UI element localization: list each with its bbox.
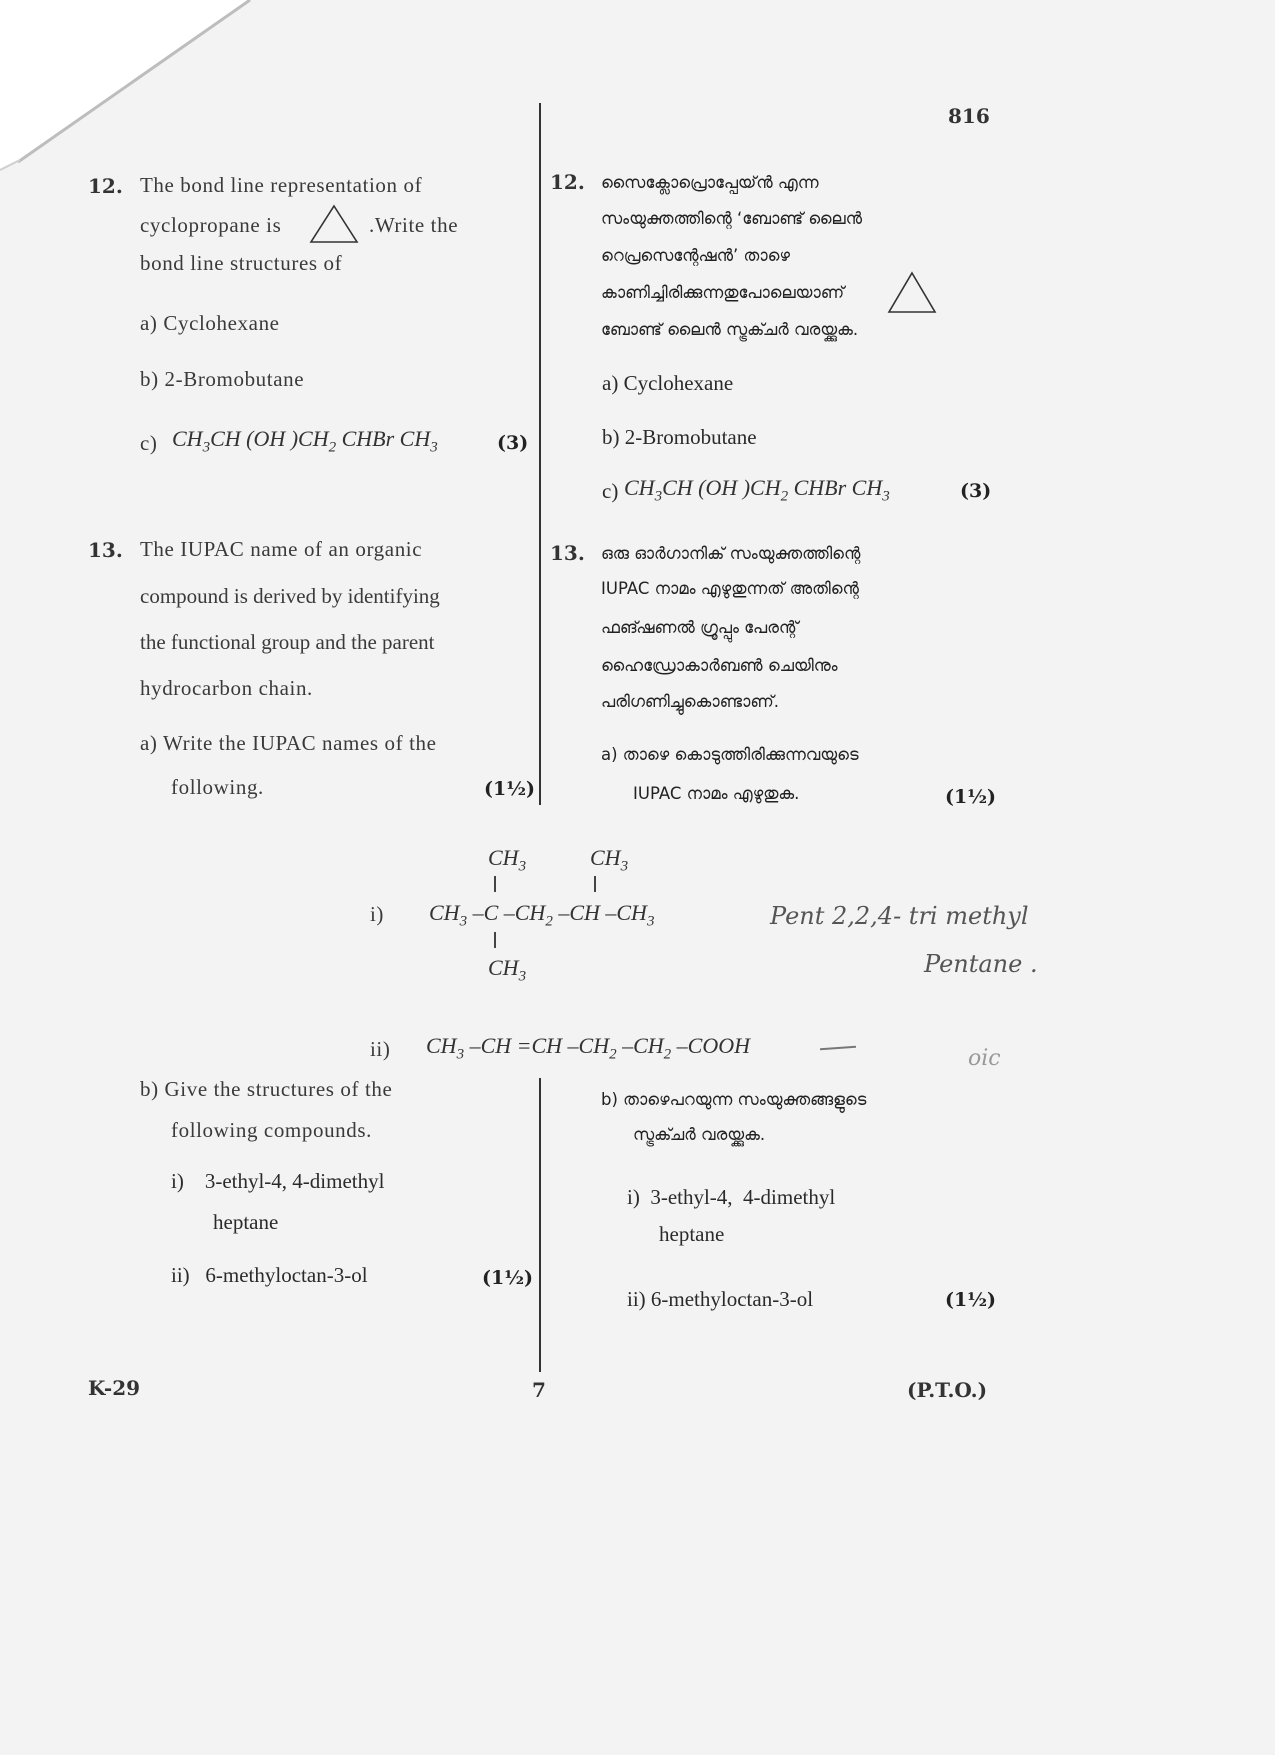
q13-number-en: 13. bbox=[88, 538, 123, 562]
q13-ml-line3: ഫങ്ഷണൽ ഗ്രൂപ്പും പേരന്റ് bbox=[601, 618, 799, 637]
q13-en-line3: the functional group and the parent bbox=[140, 630, 435, 654]
q13-number-ml: 13. bbox=[550, 541, 585, 565]
q13b-ml-marks: (1½) bbox=[945, 1289, 997, 1311]
q13b-en-i1: i) 3-ethyl-4, 4-dimethyl bbox=[171, 1169, 385, 1193]
formula-ii-label: ii) bbox=[370, 1037, 391, 1061]
q13-en-marks-a: (1½) bbox=[484, 778, 536, 800]
footer-page-number: 7 bbox=[532, 1378, 546, 1402]
q13-ml-line1: ഒരു ഓർഗാനിക് സംയുക്തത്തിന്റെ bbox=[601, 544, 861, 563]
page-number: 816 bbox=[948, 104, 990, 128]
q12-en-c-label: c) bbox=[140, 431, 158, 455]
footer-code: K-29 bbox=[88, 1376, 141, 1400]
q13b-en-i2: heptane bbox=[213, 1210, 279, 1234]
q12-en-marks: (3) bbox=[497, 432, 529, 454]
q12-ml-c-formula: $CH_3CH$ (OH )$CH_2$ CHBr $CH_3$ bbox=[624, 475, 890, 505]
column-divider-bottom bbox=[539, 1078, 541, 1372]
q12-en-b: b) 2-Bromobutane bbox=[140, 367, 305, 391]
q12-ml-line5: ബോണ്ട് ലൈൻ സ്ട്രക്ചർ വരയ്ക്കുക. bbox=[601, 320, 859, 339]
handwritten-answer-line2: Pentane . bbox=[924, 950, 1038, 978]
q12-en-line2b: .Write the bbox=[369, 213, 459, 237]
q13b-ml-line2: സ്ട്രക്ചർ വരയ്ക്കുക. bbox=[633, 1125, 766, 1144]
q13-en-line4: hydrocarbon chain. bbox=[140, 676, 313, 700]
footer-pto: (P.T.O.) bbox=[907, 1378, 988, 1402]
handwritten-dash-mark bbox=[820, 1046, 856, 1051]
q13b-ml-i2: heptane bbox=[659, 1222, 725, 1246]
q13-ml-line2: IUPAC നാമം എഴുതുന്നത് അതിന്റെ bbox=[601, 579, 859, 598]
formula-i-bond-top-left bbox=[494, 876, 496, 892]
formula-i-main-chain: $CH_3$ –C $-CH_2$ –CH $-CH_3$ bbox=[429, 900, 655, 930]
q13-ml-line5: പരിഗണിച്ചുകൊണ്ടാണ്. bbox=[601, 692, 779, 711]
q12-ml-c-label: c) bbox=[602, 479, 619, 503]
cyclopropane-triangle-icon bbox=[308, 203, 360, 245]
q13-en-a2: following. bbox=[171, 775, 264, 799]
handwritten-answer-line1: Pent 2,2,4- tri methyl bbox=[770, 902, 1029, 930]
q12-ml-line2: സംയുക്തത്തിന്റെ ‘ബോണ്ട് ലൈൻ bbox=[601, 209, 863, 228]
folded-corner bbox=[0, 0, 260, 200]
handwritten-answer-ii: oic bbox=[968, 1046, 1001, 1071]
formula-i-label: i) bbox=[370, 902, 385, 926]
q12-ml-line4: കാണിച്ചിരിക്കുന്നതുപോലെയാണ് bbox=[601, 283, 845, 302]
q13b-en-ii: ii) 6-methyloctan-3-ol bbox=[171, 1263, 368, 1287]
q12-en-line1: The bond line representation of bbox=[140, 173, 423, 197]
q13-ml-a1: a) താഴെ കൊടുത്തിരിക്കുന്നവയുടെ bbox=[601, 745, 859, 764]
formula-ii-chain: $CH_3$ –CH =CH $-CH_2$ $-CH_2$ –COOH bbox=[426, 1033, 750, 1063]
q12-number-en: 12. bbox=[88, 174, 123, 198]
q12-ml-marks: (3) bbox=[960, 480, 992, 502]
q13b-en-line2: following compounds. bbox=[171, 1118, 372, 1142]
formula-i-top-ch3-right: $CH_3$ bbox=[590, 845, 629, 875]
q13-en-line2: compound is derived by identifying bbox=[140, 584, 440, 608]
formula-i-top-ch3-left: $CH_3$ bbox=[488, 845, 527, 875]
q13b-ml-ii: ii) 6-methyloctan-3-ol bbox=[627, 1287, 814, 1311]
formula-i-bottom-ch3: $CH_3$ bbox=[488, 955, 527, 985]
q12-en-line2a: cyclopropane is bbox=[140, 213, 282, 237]
column-divider-top bbox=[539, 103, 541, 805]
q12-en-c-formula: $CH_3CH$ (OH )$CH_2$ CHBr $CH_3$ bbox=[172, 426, 438, 456]
q12-en-a: a) Cyclohexane bbox=[140, 311, 280, 335]
q12-ml-b: b) 2-Bromobutane bbox=[602, 425, 757, 449]
formula-i-bond-bottom bbox=[494, 932, 496, 948]
formula-i-bond-top-right bbox=[594, 876, 596, 892]
q13-ml-line4: ഹൈഡ്രോകാർബൺ ചെയിനും bbox=[601, 656, 838, 675]
q12-ml-line3: റെപ്രസെന്റേഷൻ’ താഴെ bbox=[601, 246, 790, 265]
q13-ml-a2: IUPAC നാമം എഴുതുക. bbox=[633, 784, 800, 803]
q13b-ml-i1: i) 3-ethyl-4, 4-dimethyl bbox=[627, 1185, 836, 1209]
q12-en-line3: bond line structures of bbox=[140, 251, 343, 275]
q13b-en-line1: b) Give the structures of the bbox=[140, 1077, 393, 1101]
q13-en-a1: a) Write the IUPAC names of the bbox=[140, 731, 437, 755]
q13b-ml-line1: b) താഴെപറയുന്ന സംയുക്തങ്ങളുടെ bbox=[601, 1090, 867, 1109]
q12-ml-line1: സൈക്ലോപ്രൊപ്പേയ്‌ൻ എന്ന bbox=[601, 173, 819, 192]
q13-ml-marks-a: (1½) bbox=[945, 786, 997, 808]
q13-en-line1: The IUPAC name of an organic bbox=[140, 537, 423, 561]
cyclopropane-triangle-icon-ml bbox=[886, 270, 938, 316]
q13b-en-marks: (1½) bbox=[482, 1267, 534, 1289]
q12-ml-a: a) Cyclohexane bbox=[602, 371, 734, 395]
q12-number-ml: 12. bbox=[550, 170, 585, 194]
